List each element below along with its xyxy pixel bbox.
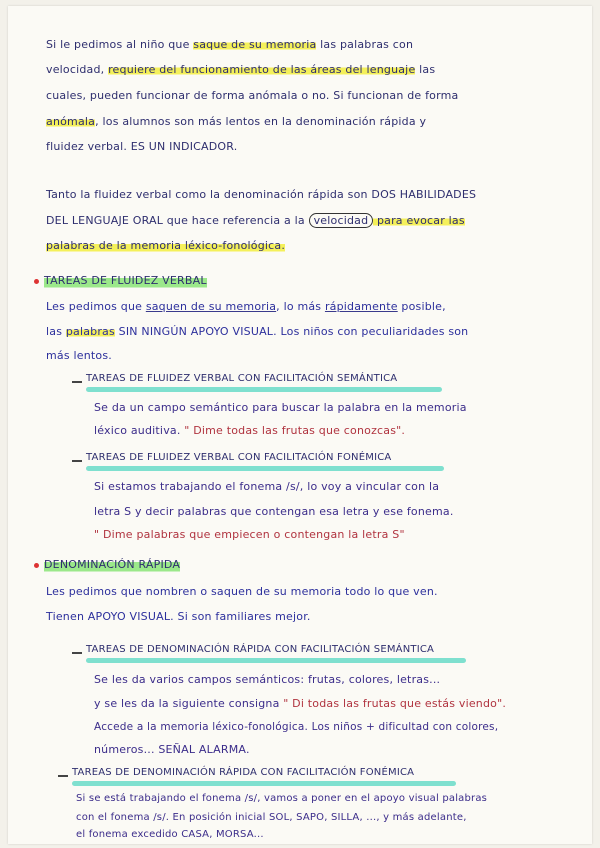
teal-underline xyxy=(86,466,444,471)
text: y se les da la siguiente consigna xyxy=(94,697,284,710)
para2-line1: Tanto la fluidez verbal como la denominación rápida son DOS HABILIDADES xyxy=(46,188,477,201)
text: léxico auditiva. xyxy=(94,424,185,437)
teal-underline xyxy=(72,781,456,786)
dash-icon xyxy=(72,381,82,383)
sub2b-heading: TAREAS DE DENOMINACIÓN RÁPIDA CON FACILITACIÓN FONÉMICA xyxy=(72,767,415,778)
text: Si le pedimos al niño que xyxy=(46,38,194,51)
s2b-line3: el fonema excedido CASA, MORSA... xyxy=(76,829,264,840)
text: las xyxy=(46,325,66,338)
sub1b-heading: TAREAS DE FLUIDEZ VERBAL CON FACILITACIÓN FONÉMICA xyxy=(86,452,392,463)
text: DEL LENGUAJE ORAL que hace referencia a la xyxy=(46,214,309,227)
para1-line1 xyxy=(46,38,413,52)
quote-red: " Di todas las frutas que estás viendo". xyxy=(283,697,507,710)
text: , lo más xyxy=(276,300,325,313)
para1-line5: fluidez verbal. ES UN INDICADOR. xyxy=(46,140,238,153)
s2a-line2 xyxy=(94,697,506,711)
section2-heading: DENOMINACIÓN RÁPIDA xyxy=(44,558,181,571)
s1a-line1: Se da un campo semántico para buscar la palabra en la memoria xyxy=(94,401,467,414)
text: las xyxy=(415,63,436,76)
s1a-line2 xyxy=(94,424,405,438)
text: SIN NINGÚN APOYO VISUAL. Los niños con peculiaridades son xyxy=(114,325,469,338)
para2-line3: palabras de la memoria léxico-fonológica. xyxy=(46,239,286,252)
notebook-page xyxy=(8,6,592,844)
s1b-line1: Si estamos trabajando el fonema /s/, lo voy a vincular con la xyxy=(94,480,440,493)
teal-underline xyxy=(86,387,442,392)
bullet-icon xyxy=(34,279,39,284)
dash-icon xyxy=(58,775,68,777)
section1-heading: TAREAS DE FLUIDEZ VERBAL xyxy=(44,274,207,287)
s1-line1 xyxy=(46,300,446,314)
s2b-line1: Si se está trabajando el fonema /s/, vamos a poner en el apoyo visual palabras xyxy=(76,793,488,804)
highlight-yellow: anómala xyxy=(46,115,96,128)
quote-red: " Dime todas las frutas que conozcas". xyxy=(184,424,406,437)
s2a-line4: números... SEÑAL ALARMA. xyxy=(94,743,250,756)
underlined: rápidamente xyxy=(324,300,398,313)
highlight-yellow: requiere del funcionamiento de las áreas del lenguaje xyxy=(108,63,416,76)
s2b-line2: con el fonema /s/. En posición inicial SOL, SAPO, SILLA, ..., y más adelante, xyxy=(76,812,467,823)
dash-icon xyxy=(72,652,82,654)
para1-line2 xyxy=(46,63,435,77)
text: las palabras con xyxy=(316,38,414,51)
para1-line4 xyxy=(46,115,426,129)
sub1a-heading: TAREAS DE FLUIDEZ VERBAL CON FACILITACIÓN SEMÁNTICA xyxy=(86,373,398,384)
s2a-line3: Accede a la memoria léxico-fonológica. Los niños + dificultad con colores, xyxy=(94,721,499,733)
s2-line2: Tienen APOYO VISUAL. Si son familiares mejor. xyxy=(46,610,311,623)
dash-icon xyxy=(72,460,82,462)
s2-line1: Les pedimos que nombren o saquen de su memoria todo lo que ven. xyxy=(46,585,438,598)
sub2a-heading: TAREAS DE DENOMINACIÓN RÁPIDA CON FACILITACIÓN SEMÁNTICA xyxy=(86,644,435,655)
circled-word: velocidad xyxy=(309,213,374,228)
text: , los alumnos son más lentos en la denominación rápida y xyxy=(95,115,427,128)
teal-underline xyxy=(86,658,466,663)
text: velocidad, xyxy=(46,63,109,76)
highlight-yellow: palabras xyxy=(65,325,115,338)
para1-line3: cuales, pueden funcionar de forma anómala o no. Si funcionan de forma xyxy=(46,89,459,102)
s1b-line2: letra S y decir palabras que contengan esa letra y ese fonema. xyxy=(94,505,454,518)
s1-line3: más lentos. xyxy=(46,349,112,362)
s1-line2 xyxy=(46,325,468,339)
underlined: saquen de su memoria xyxy=(145,300,277,313)
text: Les pedimos que xyxy=(46,300,146,313)
s2a-line1: Se les da varios campos semánticos: frutas, colores, letras... xyxy=(94,673,441,686)
bullet-icon xyxy=(34,563,39,568)
highlight-yellow: saque de su memoria xyxy=(193,38,317,51)
text: posible, xyxy=(397,300,446,313)
para2-line2 xyxy=(46,214,465,228)
highlight-yellow: para evocar las xyxy=(373,214,465,227)
s1b-line3: " Dime palabras que empiecen o contengan la letra S" xyxy=(94,528,405,541)
